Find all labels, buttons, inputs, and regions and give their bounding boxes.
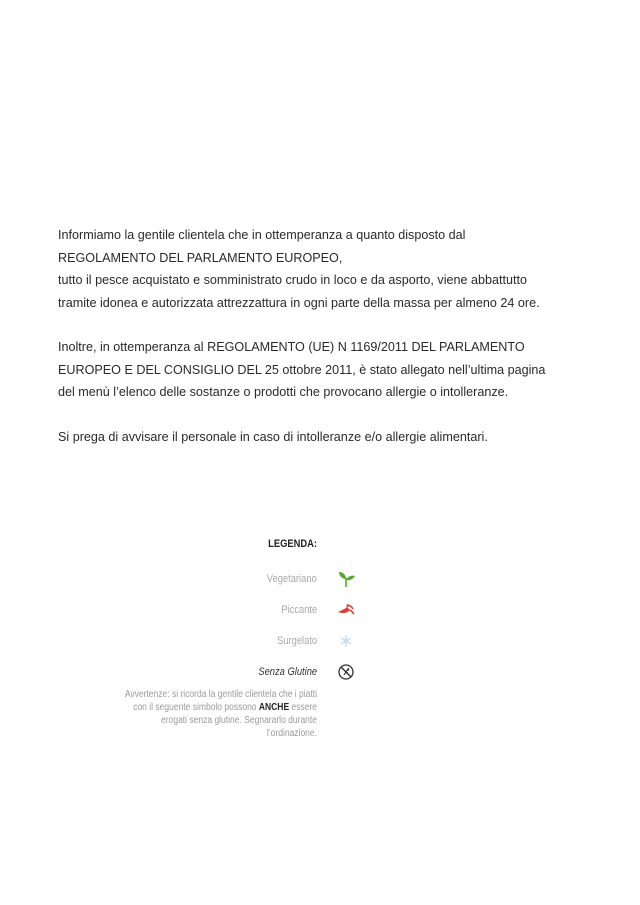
notice-line: REGOLAMENTO DEL PARLAMENTO EUROPEO, bbox=[58, 250, 343, 265]
chili-pepper-icon bbox=[336, 601, 356, 619]
notice-line: Informiamo la gentile clientela che in ottemperanza a quanto disposto dal bbox=[58, 228, 466, 242]
notice-line: tramite idonea e autorizzata attrezzattura in ogni parte della massa per almeno 24 ore. bbox=[58, 295, 540, 310]
gluten-warning bbox=[110, 688, 317, 740]
snowflake-icon bbox=[336, 632, 356, 650]
legend-title: LEGENDA: bbox=[268, 538, 317, 550]
legend-item-senza-glutine bbox=[150, 663, 317, 681]
legend-item-label: Surgelato bbox=[276, 635, 317, 647]
notice-line: del menù l’elenco delle sostanze o prodotti che provocano allergie o intolleranze. bbox=[58, 385, 509, 399]
warning-text: Avvertenze: si ricorda la gentile clientela che i piatti con il seguente simbolo possono bbox=[124, 689, 317, 713]
gluten-free-icon bbox=[336, 663, 356, 681]
sprout-icon bbox=[336, 570, 356, 588]
notice-line: tutto il pesce acquistato e somministrato crudo in loco e da asporto, viene abbattutto bbox=[58, 273, 528, 287]
legend-item-piccante bbox=[150, 601, 317, 619]
notice-line: Inoltre, in ottemperanza al REGOLAMENTO (UE) N 1169/2011 DEL PARLAMENTO bbox=[58, 340, 525, 354]
allergen-notice bbox=[58, 224, 578, 470]
warning-text: essere erogati senza glutine. Segnararlo durante l’ordinazione. bbox=[161, 702, 317, 739]
warning-emphasis: ANCHE bbox=[258, 702, 290, 713]
legend-item-label: Senza Glutine bbox=[258, 666, 317, 678]
legend-item-label: Piccante bbox=[281, 604, 317, 616]
legend-item-vegetariano bbox=[150, 570, 317, 588]
notice-line: EUROPEO E DEL CONSIGLIO DEL 25 ottobre 2011, è stato allegato nell’ultima pagina bbox=[58, 362, 546, 377]
legend-item-label: Vegetariano bbox=[267, 573, 317, 585]
notice-line: Si prega di avvisare il personale in caso di intolleranze e/o allergie alimentari. bbox=[58, 429, 488, 444]
legend-item-surgelato bbox=[150, 632, 317, 650]
